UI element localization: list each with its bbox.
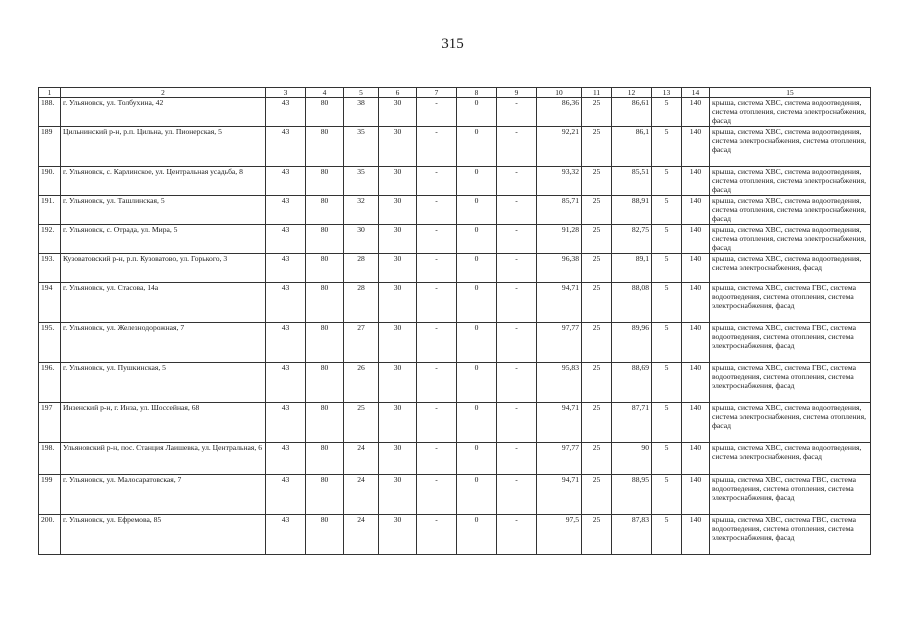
table-cell: - — [497, 225, 537, 254]
table-cell: 92,21 — [537, 127, 582, 167]
table-cell: - — [497, 515, 537, 555]
table-cell: 27 — [344, 323, 379, 363]
table-cell: крыша, система ХВС, система водоотведения, система отопления, система электроснабжения, фасад — [710, 167, 871, 196]
table-cell: 199 — [39, 475, 61, 515]
table-row — [39, 283, 871, 323]
table-cell: 86,36 — [537, 98, 582, 127]
table-cell: 30 — [379, 403, 417, 443]
table-cell: крыша, система ХВС, система ГВС, система водоотведения, система отопления, система электроснабжения, фасад — [710, 283, 871, 323]
table-cell: г. Ульяновск, ул. Малосаратовская, 7 — [61, 475, 266, 515]
table-cell: 140 — [682, 443, 710, 475]
table-cell: крыша, система ХВС, система ГВС, система водоотведения, система отопления, система электроснабжения, фасад — [710, 323, 871, 363]
table-cell: 93,32 — [537, 167, 582, 196]
table-cell: 140 — [682, 403, 710, 443]
table-cell: - — [497, 283, 537, 323]
table-cell: 43 — [266, 225, 306, 254]
table-cell: г. Ульяновск, с. Отрада, ул. Мира, 5 — [61, 225, 266, 254]
table-cell: 5 — [652, 196, 682, 225]
table-cell: 140 — [682, 475, 710, 515]
table-cell: 86,61 — [612, 98, 652, 127]
table-cell: 89,96 — [612, 323, 652, 363]
table-cell: 89,1 — [612, 254, 652, 283]
table-cell: 0 — [457, 127, 497, 167]
table-cell: 25 — [582, 443, 612, 475]
table-cell: крыша, система ХВС, система ГВС, система водоотведения, система отопления, система электроснабжения, фасад — [710, 475, 871, 515]
table-cell: - — [497, 403, 537, 443]
table-cell: 5 — [652, 443, 682, 475]
table-row — [39, 98, 871, 127]
table-cell: 80 — [306, 323, 344, 363]
table-cell: крыша, система ХВС, система водоотведения, система отопления, система электроснабжения, фасад — [710, 225, 871, 254]
table-cell: 43 — [266, 254, 306, 283]
table-cell: крыша, система ХВС, система водоотведения, система электроснабжения, фасад — [710, 443, 871, 475]
table-cell: - — [497, 443, 537, 475]
table-cell: 30 — [379, 254, 417, 283]
table-cell: 196. — [39, 363, 61, 403]
table-cell: 0 — [457, 196, 497, 225]
table-cell: 0 — [457, 98, 497, 127]
table-cell: - — [417, 363, 457, 403]
table-cell: 97,77 — [537, 323, 582, 363]
table-cell: 35 — [344, 127, 379, 167]
table-cell: 0 — [457, 443, 497, 475]
table-cell: 25 — [582, 403, 612, 443]
table-cell: 188. — [39, 98, 61, 127]
table-cell: 5 — [652, 475, 682, 515]
table-cell: 80 — [306, 196, 344, 225]
page-number: 315 — [441, 36, 464, 52]
table-cell: 87,71 — [612, 403, 652, 443]
column-header: 10 — [537, 88, 582, 98]
table-cell: г. Ульяновск, ул. Толбухина, 42 — [61, 98, 266, 127]
table-cell: г. Ульяновск, ул. Ташлинская, 5 — [61, 196, 266, 225]
table-cell: 87,83 — [612, 515, 652, 555]
table-cell: - — [417, 254, 457, 283]
table-cell: крыша, система ХВС, система ГВС, система водоотведения, система отопления, система электроснабжения, фасад — [710, 515, 871, 555]
table-cell: 193. — [39, 254, 61, 283]
table-cell: г. Ульяновск, ул. Стасова, 14а — [61, 283, 266, 323]
table-cell: 30 — [379, 323, 417, 363]
table-cell: 32 — [344, 196, 379, 225]
table-cell: 25 — [582, 127, 612, 167]
table-cell: 25 — [582, 283, 612, 323]
table-cell: 43 — [266, 363, 306, 403]
table-cell: 30 — [379, 98, 417, 127]
table-cell: 5 — [652, 323, 682, 363]
table-cell: 190. — [39, 167, 61, 196]
table-cell: - — [497, 98, 537, 127]
table-cell: 30 — [379, 443, 417, 475]
table-cell: 80 — [306, 167, 344, 196]
table-cell: 24 — [344, 443, 379, 475]
table-cell: - — [497, 167, 537, 196]
table-cell: 80 — [306, 475, 344, 515]
table-cell: 28 — [344, 254, 379, 283]
table-row — [39, 323, 871, 363]
table-cell: 5 — [652, 363, 682, 403]
table-cell: - — [417, 323, 457, 363]
table-cell: 97,5 — [537, 515, 582, 555]
table-cell: 80 — [306, 98, 344, 127]
table-cell: 198. — [39, 443, 61, 475]
table-cell: 140 — [682, 167, 710, 196]
table-cell: 24 — [344, 475, 379, 515]
column-header: 15 — [710, 88, 871, 98]
table-cell: 0 — [457, 283, 497, 323]
column-header: 11 — [582, 88, 612, 98]
table-cell: крыша, система ХВС, система водоотведения, система электроснабжения, система отопления, фасад — [710, 127, 871, 167]
column-header: 2 — [61, 88, 266, 98]
table-cell: 80 — [306, 254, 344, 283]
table-cell: - — [417, 403, 457, 443]
column-header: 13 — [652, 88, 682, 98]
table-cell: 43 — [266, 515, 306, 555]
table-cell: 189 — [39, 127, 61, 167]
table-cell: 25 — [582, 225, 612, 254]
column-header: 3 — [266, 88, 306, 98]
table-cell: 88,69 — [612, 363, 652, 403]
table-cell: 88,91 — [612, 196, 652, 225]
table-cell: крыша, система ХВС, система ГВС, система водоотведения, система отопления, система электроснабжения, фасад — [710, 363, 871, 403]
table-cell: 0 — [457, 323, 497, 363]
table-cell: 30 — [379, 283, 417, 323]
table-cell: 30 — [344, 225, 379, 254]
table-cell: 25 — [582, 363, 612, 403]
table-cell: 94,71 — [537, 403, 582, 443]
table-cell: - — [497, 127, 537, 167]
table-cell: крыша, система ХВС, система водоотведения, система отопления, система электроснабжения, фасад — [710, 98, 871, 127]
table-cell: 5 — [652, 98, 682, 127]
table-cell: 86,1 — [612, 127, 652, 167]
table-cell: 195. — [39, 323, 61, 363]
table-cell: 95,83 — [537, 363, 582, 403]
table-cell: 43 — [266, 127, 306, 167]
table-cell: г. Ульяновск, с. Карлинское, ул. Центральная усадьба, 8 — [61, 167, 266, 196]
table-cell: Кузоватовский р-н, р.п. Кузоватово, ул. Горького, 3 — [61, 254, 266, 283]
table-row — [39, 443, 871, 475]
table-cell: 25 — [344, 403, 379, 443]
table-cell: 200. — [39, 515, 61, 555]
table-cell: 25 — [582, 323, 612, 363]
column-header: 12 — [612, 88, 652, 98]
table-cell: 30 — [379, 127, 417, 167]
table-cell: - — [497, 323, 537, 363]
table-row — [39, 363, 871, 403]
table-cell: 90 — [612, 443, 652, 475]
column-header: 7 — [417, 88, 457, 98]
table-cell: 25 — [582, 167, 612, 196]
table-cell: 30 — [379, 167, 417, 196]
table-cell: 25 — [582, 196, 612, 225]
table-cell: 80 — [306, 443, 344, 475]
header-row — [39, 88, 871, 98]
table-cell: Инзенский р-н, г. Инза, ул. Шоссейная, 68 — [61, 403, 266, 443]
table-cell: г. Ульяновск, ул. Ефремова, 85 — [61, 515, 266, 555]
table-row — [39, 254, 871, 283]
table-row — [39, 196, 871, 225]
table-cell: 94,71 — [537, 283, 582, 323]
table-cell: крыша, система ХВС, система водоотведения, система электроснабжения, фасад — [710, 254, 871, 283]
table-cell: 0 — [457, 225, 497, 254]
column-header: 6 — [379, 88, 417, 98]
table-cell: 43 — [266, 475, 306, 515]
table-cell: 82,75 — [612, 225, 652, 254]
table-cell: 192. — [39, 225, 61, 254]
table-cell: 28 — [344, 283, 379, 323]
table-cell: - — [497, 363, 537, 403]
table-cell: 26 — [344, 363, 379, 403]
table-cell: 0 — [457, 254, 497, 283]
table-row — [39, 225, 871, 254]
table-cell: 43 — [266, 196, 306, 225]
table-cell: 43 — [266, 443, 306, 475]
data-table — [38, 87, 871, 555]
table-cell: 91,28 — [537, 225, 582, 254]
table-cell: 5 — [652, 283, 682, 323]
table-cell: 43 — [266, 283, 306, 323]
table-cell: Цильнинский р-н, р.п. Цильна, ул. Пионерская, 5 — [61, 127, 266, 167]
table-cell: 191. — [39, 196, 61, 225]
table-cell: 0 — [457, 403, 497, 443]
table-cell: 30 — [379, 363, 417, 403]
table-cell: 140 — [682, 323, 710, 363]
table-cell: - — [417, 127, 457, 167]
table-body — [39, 98, 871, 555]
table-cell: 194 — [39, 283, 61, 323]
table-cell: - — [417, 283, 457, 323]
table-cell: - — [497, 475, 537, 515]
table-cell: 43 — [266, 323, 306, 363]
table-cell: 43 — [266, 167, 306, 196]
table-cell: - — [417, 196, 457, 225]
table-cell: 0 — [457, 515, 497, 555]
table-cell: - — [497, 254, 537, 283]
column-header: 14 — [682, 88, 710, 98]
table-cell: крыша, система ХВС, система водоотведения, система электроснабжения, система отопления, фасад — [710, 403, 871, 443]
table-cell: 5 — [652, 254, 682, 283]
column-header: 1 — [39, 88, 61, 98]
table-cell: - — [417, 225, 457, 254]
table-cell: 80 — [306, 283, 344, 323]
table-cell: 140 — [682, 127, 710, 167]
table-cell: 80 — [306, 127, 344, 167]
table-cell: 25 — [582, 254, 612, 283]
table-cell: 0 — [457, 363, 497, 403]
table-cell: 30 — [379, 196, 417, 225]
table-cell: 96,38 — [537, 254, 582, 283]
table-cell: 140 — [682, 515, 710, 555]
table-cell: 88,95 — [612, 475, 652, 515]
table-cell: 88,08 — [612, 283, 652, 323]
table-cell: г. Ульяновск, ул. Железнодорожная, 7 — [61, 323, 266, 363]
table-cell: 35 — [344, 167, 379, 196]
table-cell: 94,71 — [537, 475, 582, 515]
table-cell: - — [417, 475, 457, 515]
table-cell: крыша, система ХВС, система водоотведения, система отопления, система электроснабжения, фасад — [710, 196, 871, 225]
table-cell: 0 — [457, 167, 497, 196]
table-cell: 25 — [582, 98, 612, 127]
table-cell: 97,77 — [537, 443, 582, 475]
column-header: 8 — [457, 88, 497, 98]
column-header: 4 — [306, 88, 344, 98]
table-row — [39, 403, 871, 443]
table-cell: 140 — [682, 363, 710, 403]
table-cell: Ульяновский р-н, пос. Станция Лаишевка, ул. Центральная, 6 — [61, 443, 266, 475]
table-cell: 197 — [39, 403, 61, 443]
table-cell: 80 — [306, 225, 344, 254]
table-cell: 5 — [652, 225, 682, 254]
column-header: 9 — [497, 88, 537, 98]
table-cell: 5 — [652, 403, 682, 443]
table-cell: 80 — [306, 515, 344, 555]
table-row — [39, 515, 871, 555]
table-cell: - — [417, 167, 457, 196]
column-header: 5 — [344, 88, 379, 98]
table-cell: 43 — [266, 98, 306, 127]
table-cell: 24 — [344, 515, 379, 555]
table-cell: 140 — [682, 98, 710, 127]
table-cell: - — [417, 515, 457, 555]
table-cell: 140 — [682, 196, 710, 225]
table-cell: г. Ульяновск, ул. Пушкинская, 5 — [61, 363, 266, 403]
table-row — [39, 475, 871, 515]
table-cell: 30 — [379, 515, 417, 555]
table-cell: 25 — [582, 515, 612, 555]
table-cell: - — [497, 196, 537, 225]
table-cell: 140 — [682, 254, 710, 283]
table-cell: 80 — [306, 363, 344, 403]
table-cell: - — [417, 443, 457, 475]
table-cell: 38 — [344, 98, 379, 127]
table-cell: 30 — [379, 475, 417, 515]
table-cell: 5 — [652, 127, 682, 167]
table-cell: 80 — [306, 403, 344, 443]
table-cell: 85,71 — [537, 196, 582, 225]
table-cell: 5 — [652, 167, 682, 196]
table-cell: 85,51 — [612, 167, 652, 196]
table-cell: 43 — [266, 403, 306, 443]
table-cell: 5 — [652, 515, 682, 555]
table-cell: 25 — [582, 475, 612, 515]
table-cell: 140 — [682, 283, 710, 323]
table-cell: 30 — [379, 225, 417, 254]
table-cell: - — [417, 98, 457, 127]
table-cell: 0 — [457, 475, 497, 515]
table-row — [39, 127, 871, 167]
table-row — [39, 167, 871, 196]
table-cell: 140 — [682, 225, 710, 254]
